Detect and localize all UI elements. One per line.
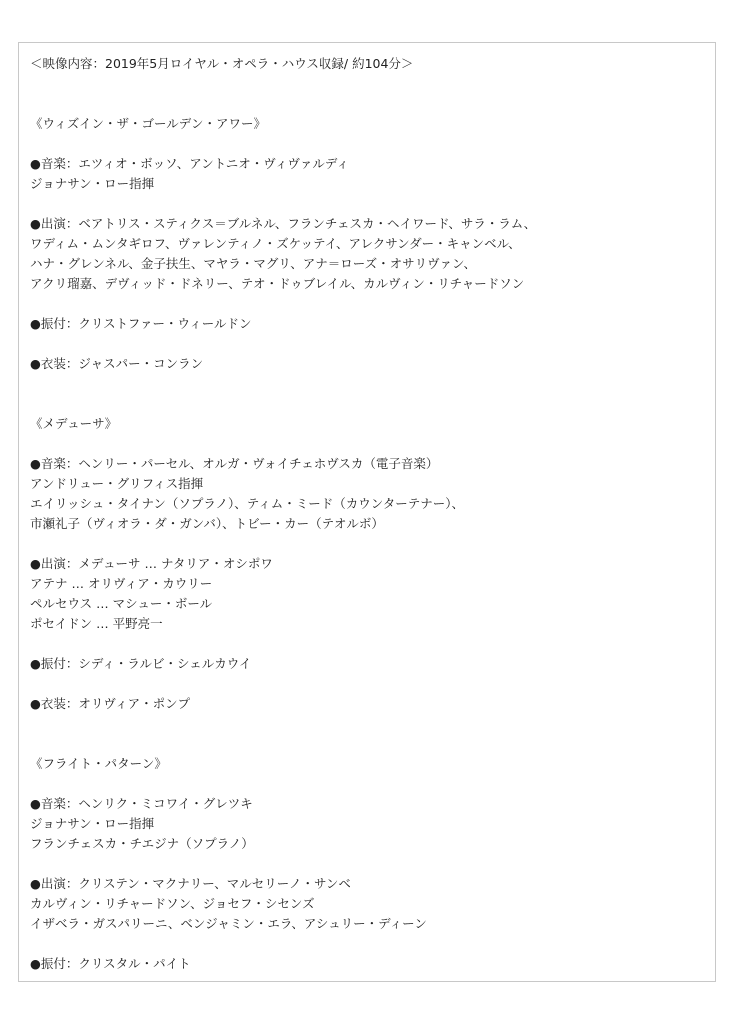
costume-line: ●衣装：オリヴィア・ポンプ (30, 696, 191, 711)
spacer (30, 774, 707, 794)
spacer (30, 74, 707, 114)
choreography-line: ●振付：クリストファー・ウィールドン (30, 316, 252, 331)
spacer (30, 134, 707, 154)
section-title: 《メデューサ》 (30, 416, 118, 431)
choreography-line: ●振付：クリスタル・パイト (30, 956, 191, 971)
music-line: ●音楽：エツィオ・ボッソ、アントニオ・ヴィヴァルディ (30, 156, 349, 171)
cast-line: ●出演：クリステン・マクナリー、マルセリーノ・サンベ (30, 876, 351, 891)
cast-line: ペルセウス … マシュー・ボール (30, 596, 213, 611)
spacer (30, 634, 707, 654)
costume-line: ●衣装：ジャスパー・コンラン (30, 356, 204, 371)
cast-line: イザベラ・ガスパリーニ、ベンジャミン・エラ、アシュリー・ディーン (30, 916, 427, 931)
spacer (30, 534, 707, 554)
section-title: 《フライト・パターン》 (30, 756, 167, 771)
music-line: 市瀬礼子（ヴィオラ・ダ・ガンバ）、トビー・カー（テオルボ） (30, 516, 384, 531)
cast-line: カルヴィン・リチャードソン、ジョセフ・シセンズ (30, 896, 315, 911)
cast-line: ポセイドン … 平野亮一 (30, 616, 163, 631)
music-line: ●音楽：ヘンリク・ミコワイ・グレツキ (30, 796, 253, 811)
music-line: ジョナサン・ロー指揮 (30, 176, 155, 191)
section-title: 《ウィズイン・ザ・ゴールデン・アワー》 (30, 116, 267, 131)
cast-line: ●出演：メデューサ … ナタリア・オシポワ (30, 556, 273, 571)
spacer (30, 854, 707, 874)
header-line: ＜映像内容：2019年5月ロイヤル・オペラ・ハウス収録/ 約104分＞ (30, 56, 414, 71)
cast-line: ハナ・グレンネル、金子扶生、マヤラ・マグリ、アナ＝ローズ・オサリヴァン、 (30, 256, 476, 271)
spacer (30, 434, 707, 454)
music-line: アンドリュー・グリフィス指揮 (30, 476, 204, 491)
document-frame (18, 42, 716, 982)
cast-line: ●出演：ベアトリス・スティクス＝ブルネル、フランチェスカ・ヘイワード、サラ・ラム、 (30, 216, 537, 231)
cast-line: ワディム・ムンタギロフ、ヴァレンティノ・ズケッテイ、アレクサンダー・キャンベル、 (30, 236, 521, 251)
choreography-line: ●振付：シディ・ラルビ・シェルカウイ (30, 656, 252, 671)
spacer (30, 714, 707, 754)
cast-line: アテナ … オリヴィア・カウリー (30, 576, 213, 591)
cast-line: アクリ瑠嘉、デヴィッド・ドネリー、テオ・ドゥブレイル、カルヴィン・リチャードソン (30, 276, 525, 291)
spacer (30, 294, 707, 314)
music-line: エイリッシュ・タイナン（ソプラノ）、ティム・ミード（カウンターテナー）、 (30, 496, 465, 511)
spacer (30, 374, 707, 414)
spacer (30, 194, 707, 214)
spacer (30, 934, 707, 954)
music-line: ジョナサン・ロー指揮 (30, 816, 155, 831)
music-line: フランチェスカ・チエジナ（ソプラノ） (30, 836, 254, 851)
spacer (30, 334, 707, 354)
spacer (30, 674, 707, 694)
document-content (30, 54, 707, 974)
music-line: ●音楽：ヘンリー・パーセル、オルガ・ヴォイチェホヴスカ（電子音楽） (30, 456, 439, 471)
